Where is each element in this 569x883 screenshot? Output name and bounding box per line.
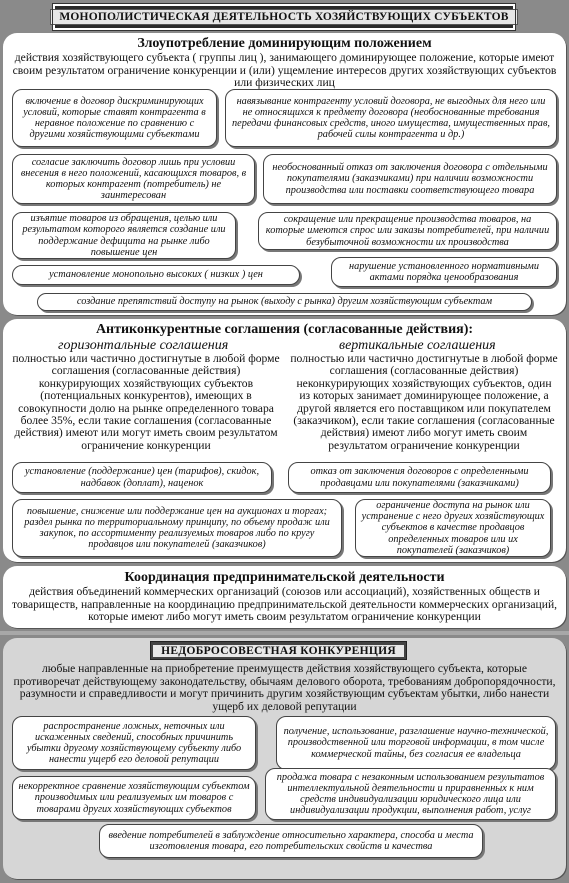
coordination-title: Координация предпринимательской деятельности	[124, 570, 445, 585]
abuse-item-7: установление монопольно высоких ( низких ) цен	[12, 265, 300, 285]
unfair-title: НЕДОБРОСОВЕСТНАЯ КОНКУРЕНЦИЯ	[153, 645, 404, 657]
abuse-item-2: навязывание контрагенту условий договора, не выгодных для него или не относящихся к предмету договора (необоснованные требования передачи финансовых средств, иного имущества, имущественных прав, рабочей силы контрагента и др.)	[225, 89, 557, 147]
unfair-item-1: распространение ложных, неточных или искаженных сведений, способных причинить убытки другому хозяйствующему субъекту либо нанести ущерб его деловой репутации	[12, 716, 256, 770]
agreements-item-2: отказ от заключения договоров с определенными продавцами или покупателями (заказчиками)	[288, 462, 551, 493]
coordination-description: действия объединений коммерческих организаций (союзов или ассоциаций), хозяйственных обществ и товариществ, направленные на координацию предпринимательской деятельности коммерческих организаций, которые имеют либо могут иметь своим результатом ограничение конкуренции	[11, 585, 558, 623]
abuse-item-9: создание препятствий доступу на рынок (выходу с рынка) другим хозяйствующим субъектам	[37, 293, 532, 311]
unfair-item-3: некорректное сравнение хозяйствующим субъектом производимых или реализуемых им товаров с товарами других хозяйствующих субъектов	[12, 776, 256, 820]
unfair-description: любые направленные на приобретение преимуществ действия хозяйствующего субъекта, которые противоречат действующему законодательству, обычаям делового оборота, требованиям добропорядочности, разумности и справедливости и могут причинить другим хозяйствующим субъектам убытки, либо нанести ущерб их деловой репутации	[13, 662, 556, 713]
abuse-item-8: нарушение установленного нормативными актами порядка ценообразования	[331, 257, 557, 287]
unfair-title-frame	[150, 641, 407, 660]
section-separator	[0, 631, 569, 635]
abuse-item-3: согласие заключить договор лишь при условии внесения в него положений, касающихся товаров, в которых контрагент (потребитель) не заинтересован	[12, 154, 255, 204]
unfair-item-5: введение потребителей в заблуждение относительно характера, способа и места изготовления товара, его потребительских свойств и качества	[99, 824, 483, 858]
agreements-item-3: повышение, снижение или поддержание цен на аукционах и торгах; раздел рынка по территориальному принципу, по объему продаж или закупок, по ассортименту реализуемых товаров либо по кругу продавцов или покупателей (заказчиков)	[12, 499, 342, 557]
abuse-title: Злоупотребление доминирующим положением	[137, 36, 432, 51]
main-title: МОНОПОЛИСТИЧЕСКАЯ ДЕЯТЕЛЬНОСТЬ ХОЗЯЙСТВУЮЩИХ СУБЪЕКТОВ	[50, 9, 517, 25]
vertical-heading: вертикальные соглашения	[339, 338, 496, 353]
agreements-panel	[3, 319, 566, 562]
agreements-item-1: установление (поддержание) цен (тарифов), скидок, надбавок (доплат), наценок	[12, 462, 272, 493]
vertical-text: полностью или частично достигнутые в любой форме соглашения (согласованные действия) неконкурирующих хозяйствующих субъектов, один из которых занимает доминирующее положение, а другой является его поставщиком или покупателем (заказчиком), если такие соглашения (согласованные действия) имеют либо могут иметь своим результатом ограничение конкуренции	[290, 352, 558, 452]
abuse-item-6: сокращение или прекращение производства товаров, на которые имеются спрос или заказы потребителей, при наличии безубыточной возможности их производства	[258, 212, 557, 250]
agreements-title: Антиконкурентные соглашения (согласованные действия):	[95, 322, 474, 337]
unfair-item-2: получение, использование, разглашение научно-технической, производственной или торговой информации, в том числе коммерческой тайны, без согласия ее владельца	[276, 716, 556, 770]
unfair-item-4: продажа товара с незаконным использованием результатов интеллектуальной деятельности и приравненных к ним средств индивидуализации юридического лица или индивидуализации продукции, выполнения работ, услуг	[265, 768, 556, 820]
horizontal-text: полностью или частично достигнутые в любой форме соглашения (согласованные действия) конкурирующих хозяйствующих субъектов (потенциальных конкурентов), имеющих в совокупности долю на рынке определенного товара более 35%, если такие соглашения (согласованные действия) имеют или могут иметь своим результатом ограничение конкуренции	[12, 352, 280, 452]
abuse-item-5: изъятие товаров из обращения, целью или результатом которого является создание или поддержание дефицита на рынке либо повышение цен	[12, 212, 236, 259]
abuse-description: действия хозяйствующего субъекта ( группы лиц ), занимающего доминирующее положение, которые имеют своим результатом ограничение конкуренции и (или) ущемление интересов других хозяйствующих субъектов или физических лиц	[12, 51, 557, 89]
abuse-item-4: необоснованный отказ от заключения договора с отдельными покупателями (заказчиками) при наличии возможности производства или поставки соответствующего товара	[263, 154, 557, 204]
horizontal-heading: горизонтальные соглашения	[58, 338, 229, 353]
abuse-item-1: включение в договор дискриминирующих условий, которые ставят контрагента в неравное положение по сравнению с другими хозяйствующими субъектами	[12, 89, 217, 147]
abuse-panel	[3, 33, 566, 315]
main-title-bar	[53, 4, 515, 30]
agreements-item-4: ограничение доступа на рынок или устранение с него других хозяйствующих субъектов в качестве продавцов определенных товаров или их покупателей (заказчиков)	[355, 499, 551, 557]
coordination-panel	[3, 566, 566, 628]
unfair-panel	[3, 638, 566, 879]
